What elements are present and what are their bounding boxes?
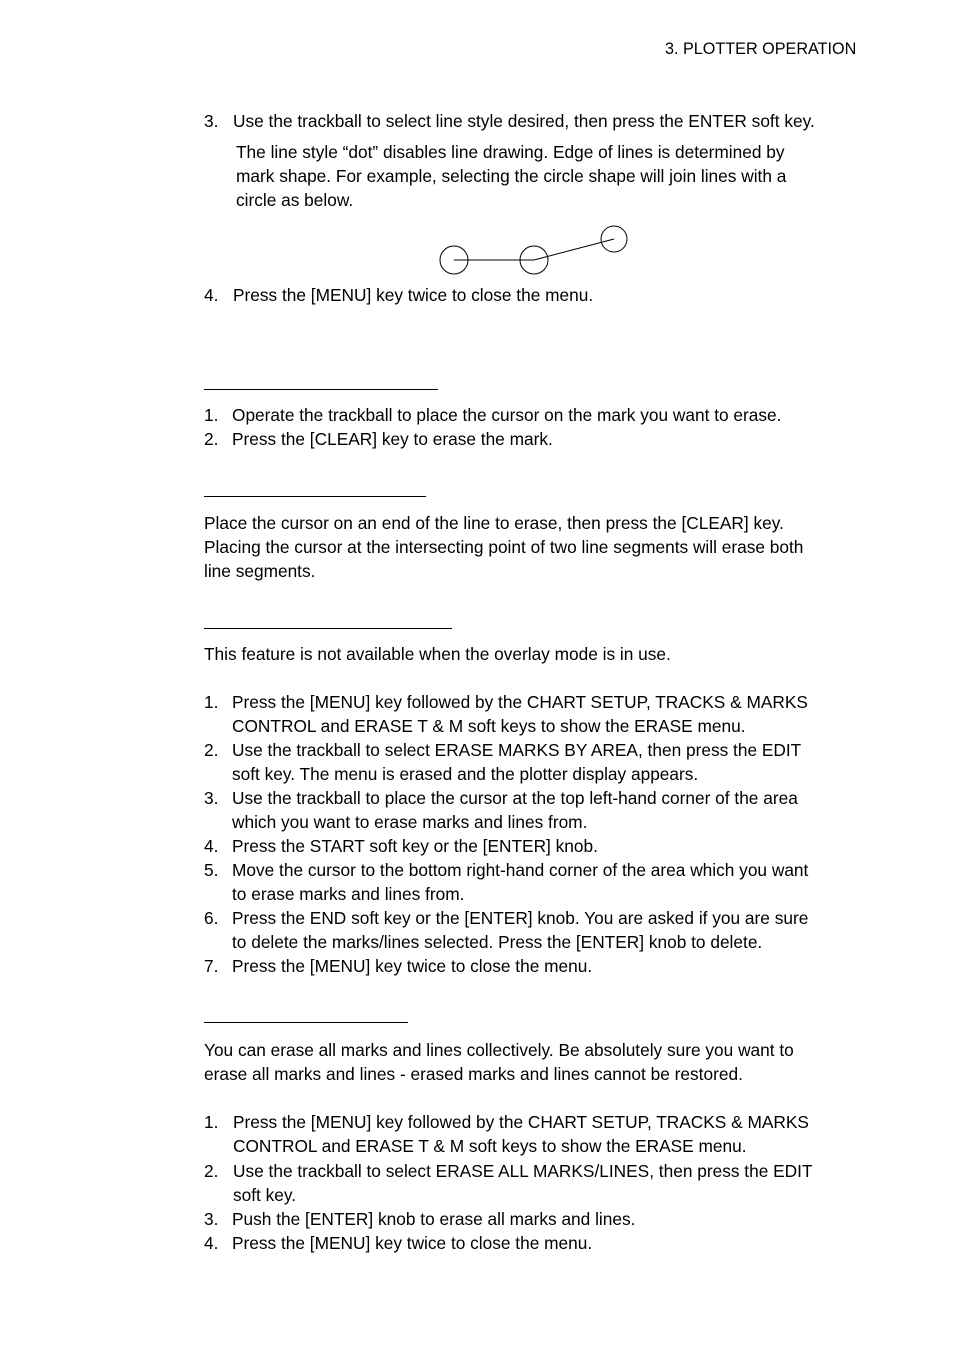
step-text: soft key. The menu is erased and the plotter display appears. [232, 764, 699, 784]
step-text: Push the [ENTER] knob to erase all marks and lines. [232, 1209, 636, 1229]
step-number: 2. [204, 429, 219, 449]
step-text: Press the [MENU] key followed by the CHART SETUP, TRACKS & MARKS [233, 1112, 809, 1132]
step-number: 2. [204, 740, 219, 760]
step-text: Press the [MENU] key twice to close the menu. [232, 1233, 593, 1253]
erase-area-intro: This feature is not available when the overlay mode is in use. [204, 644, 671, 664]
step-number: 5. [204, 860, 219, 880]
step-number: 1. [204, 1112, 219, 1132]
step-text: to delete the marks/lines selected. Press the [ENTER] knob to delete. [232, 932, 763, 952]
section-rule-erase-line [204, 496, 426, 497]
step-number: 4. [204, 1233, 219, 1253]
para-line: line segments. [204, 561, 316, 581]
step-number: 7. [204, 956, 219, 976]
step-text: to erase marks and lines from. [232, 884, 465, 904]
para-line: Place the cursor on an end of the line to erase, then press the [CLEAR] key. [204, 513, 784, 533]
step-text: soft key. [233, 1185, 297, 1205]
step-text: Operate the trackball to place the cursor on the mark you want to erase. [232, 405, 782, 425]
para-line: Placing the cursor at the intersecting point of two line segments will erase both [204, 537, 804, 557]
step-number: 4. [204, 285, 219, 305]
step-text: Use the trackball to select line style desired, then press the ENTER soft key. [233, 111, 815, 131]
step-text: Press the START soft key or the [ENTER] knob. [232, 836, 598, 856]
step-number: 2. [204, 1161, 219, 1181]
step-text: CONTROL and ERASE T & M soft keys to show the ERASE menu. [232, 716, 746, 736]
step-text: Press the [CLEAR] key to erase the mark. [232, 429, 553, 449]
section-rule-erase-area [204, 628, 452, 629]
step-text: Move the cursor to the bottom right-hand corner of the area which you want [232, 860, 809, 880]
note-line: circle as below. [236, 190, 354, 210]
step-number: 3. [204, 1209, 219, 1229]
step-number: 3. [204, 788, 219, 808]
running-head: 3. PLOTTER OPERATION [665, 40, 857, 58]
para-line: You can erase all marks and lines collectively. Be absolutely sure you want to [204, 1040, 794, 1060]
circle-line-illustration [430, 220, 640, 280]
step-number: 4. [204, 836, 219, 856]
step-number: 6. [204, 908, 219, 928]
section-rule-erase-all [204, 1022, 408, 1023]
step-text: Use the trackball to select ERASE ALL MARKS/LINES, then press the EDIT [233, 1161, 813, 1181]
line-segment-2 [534, 239, 614, 260]
section-rule-erase-mark [204, 389, 438, 390]
step-number: 3. [204, 111, 219, 131]
step-text: which you want to erase marks and lines from. [232, 812, 588, 832]
para-line: erase all marks and lines - erased marks and lines cannot be restored. [204, 1064, 743, 1084]
step-text: Use the trackball to select ERASE MARKS BY AREA, then press the EDIT [232, 740, 802, 760]
step-text: Press the [MENU] key twice to close the menu. [233, 285, 594, 305]
step-text: Press the [MENU] key twice to close the menu. [232, 956, 593, 976]
step-number: 1. [204, 405, 219, 425]
step-text: Press the [MENU] key followed by the CHART SETUP, TRACKS & MARKS [232, 692, 808, 712]
step-text: Use the trackball to place the cursor at the top left-hand corner of the area [232, 788, 798, 808]
step-text: Press the END soft key or the [ENTER] knob. You are asked if you are sure [232, 908, 809, 928]
note-line: The line style “dot” disables line drawing. Edge of lines is determined by [236, 142, 785, 162]
step-number: 1. [204, 692, 219, 712]
note-line: mark shape. For example, selecting the circle shape will join lines with a [236, 166, 787, 186]
step-text: CONTROL and ERASE T & M soft keys to show the ERASE menu. [233, 1136, 747, 1156]
